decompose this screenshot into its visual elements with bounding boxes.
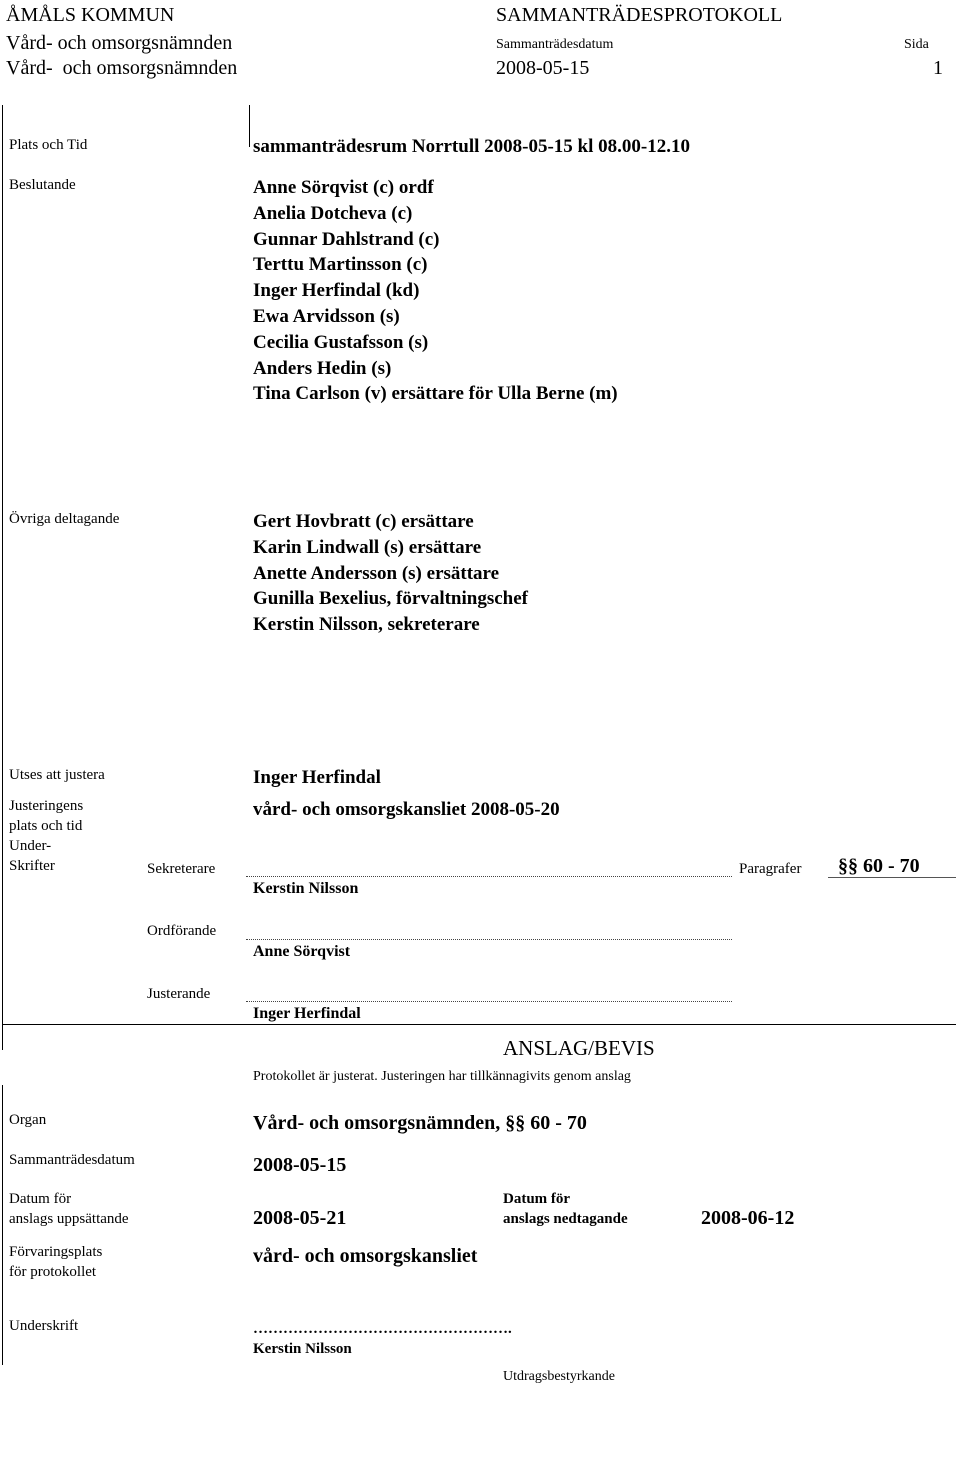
participant: Anette Andersson (s) ersättare	[253, 562, 500, 584]
signature-dotted-line: …………………………………………….	[253, 1321, 512, 1337]
other-participants-list	[253, 509, 528, 638]
document-type: SAMMANTRÄDESPROTOKOLL	[496, 4, 783, 26]
secretary-role: Sekreterare	[147, 861, 216, 877]
signature-label: Underskrift	[9, 1318, 79, 1334]
column-divider-top	[249, 105, 250, 147]
removed-date-value: 2008-06-12	[701, 1207, 795, 1229]
left-border-top	[2, 105, 3, 1050]
posted-date-label-1: Datum för	[9, 1191, 72, 1207]
adjustment-place-value: vård- och omsorgskansliet 2008-05-20	[253, 799, 560, 820]
decision-maker: Anne Sörqvist (c) ordf	[253, 177, 434, 198]
notice-meeting-date-label: Sammanträdesdatum	[9, 1152, 135, 1168]
notice-separator	[2, 1024, 956, 1025]
storage-value: vård- och omsorgskansliet	[253, 1245, 478, 1267]
adjuster-name: Inger Herfindal	[253, 1005, 361, 1022]
posted-date-value: 2008-05-21	[253, 1207, 347, 1229]
chair-name: Anne Sörqvist	[253, 943, 351, 960]
chair-role: Ordförande	[147, 923, 217, 939]
organ-value: Vård- och omsorgsnämnden, §§ 60 - 70	[253, 1112, 587, 1134]
decision-maker: Ewa Arvidsson (s)	[253, 305, 400, 327]
left-border-bottom	[2, 1085, 3, 1365]
participant: Gert Hovbratt (c) ersättare	[253, 511, 474, 532]
committee-name: Vård- och omsorgsnämnden	[6, 32, 233, 54]
committee-name-secondary: Vård- och omsorgsnämnden	[6, 57, 238, 79]
adjustment-place-label-1: Justeringens	[9, 798, 84, 814]
decision-maker: Anders Hedin (s)	[253, 357, 392, 379]
removed-date-label-1: Datum för	[503, 1191, 571, 1207]
posted-date-label-2: anslags uppsättande	[9, 1211, 129, 1227]
other-participants-label: Övriga deltagande	[9, 511, 120, 527]
page-number: 1	[933, 57, 943, 79]
adjuster-signature-line	[246, 1001, 732, 1002]
adjuster-appointed-label: Utses att justera	[9, 767, 105, 783]
participant: Karin Lindwall (s) ersättare	[253, 536, 482, 558]
decision-maker: Cecilia Gustafsson (s)	[253, 331, 429, 353]
secretary-signature-line	[246, 876, 732, 877]
notice-meeting-date-value: 2008-05-15	[253, 1154, 347, 1176]
notice-statement: Protokollet är justerat. Justeringen har tillkännagivits genom anslag	[253, 1069, 631, 1084]
municipality-name: ÅMÅLS KOMMUN	[6, 4, 175, 26]
removed-date-label-2: anslags nedtagande	[503, 1211, 628, 1227]
chair-signature-line	[246, 939, 732, 940]
place-time-label: Plats och Tid	[9, 137, 88, 153]
header-meeting-date: 2008-05-15	[496, 57, 590, 79]
date-column-label: Sammanträdesdatum	[496, 37, 614, 52]
signer-name: Kerstin Nilsson	[253, 1341, 352, 1357]
page-column-label: Sida	[904, 37, 929, 52]
signatures-label-1: Under-	[9, 838, 52, 854]
participant: Kerstin Nilsson, sekreterare	[253, 614, 480, 636]
decision-maker: Terttu Martinsson (c)	[253, 254, 428, 276]
secretary-name: Kerstin Nilsson	[253, 880, 359, 897]
decision-maker: Inger Herfindal (kd)	[253, 280, 420, 302]
decision-maker: Anelia Dotcheva (c)	[253, 202, 413, 224]
storage-label-1: Förvaringsplats	[9, 1244, 103, 1260]
participant: Gunilla Bexelius, förvaltningschef	[253, 588, 528, 610]
adjustment-place-label-2: plats och tid	[9, 818, 83, 834]
notice-title: ANSLAG/BEVIS	[503, 1036, 655, 1060]
adjuster-appointed-value: Inger Herfindal	[253, 767, 381, 788]
place-time-value: sammanträdesrum Norrtull 2008-05-15 kl 08.00-12.10	[253, 136, 690, 157]
paragraphs-value: §§ 60 - 70	[838, 855, 920, 877]
decision-makers-list	[253, 175, 618, 407]
signatures-label-2: Skrifter	[9, 858, 55, 874]
extract-certification-label: Utdragsbestyrkande	[503, 1369, 615, 1384]
paragraphs-label: Paragrafer	[739, 861, 802, 877]
decision-maker: Tina Carlson (v) ersättare för Ulla Berne (m)	[253, 383, 618, 405]
organ-label: Organ	[9, 1112, 47, 1128]
decision-makers-label: Beslutande	[9, 177, 76, 193]
paragraphs-underline	[828, 877, 956, 878]
decision-maker: Gunnar Dahlstrand (c)	[253, 228, 440, 250]
storage-label-2: för protokollet	[9, 1264, 97, 1280]
adjuster-role: Justerande	[147, 986, 211, 1002]
